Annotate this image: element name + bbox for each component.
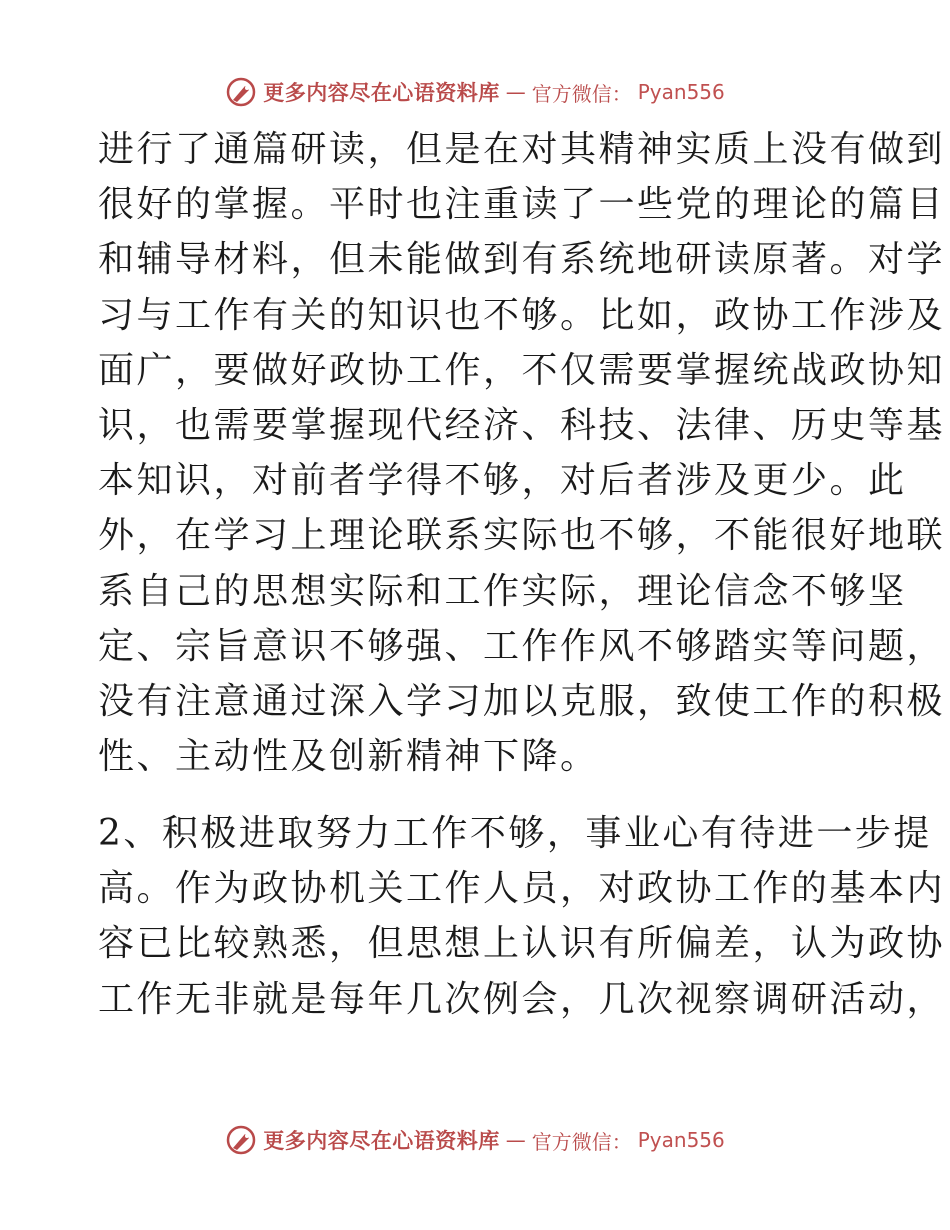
body-line: 和辅导材料，但未能做到有系统地研读原著。对学 xyxy=(98,239,946,280)
body-line: 系自己的思想实际和工作实际，理论信念不够坚 xyxy=(98,571,907,612)
watermark-separator: — xyxy=(505,80,526,104)
watermark-text: 更多内容尽在心语资料库 xyxy=(263,1128,500,1153)
body-line: 很好的掌握。平时也注重读了一些党的理论的篇目 xyxy=(98,184,946,225)
body-line: 习与工作有关的知识也不够。比如，政协工作涉及 xyxy=(98,295,946,336)
footer-watermark xyxy=(0,1120,950,1160)
body-line: 进行了通篇研读，但是在对其精神实质上没有做到 xyxy=(98,129,946,170)
header-watermark xyxy=(0,72,950,112)
body-line: 本知识，对前者学得不够，对后者涉及更少。此 xyxy=(98,460,907,501)
watermark-wechat-id: Pyan556 xyxy=(637,1128,725,1152)
watermark-label: 官方微信： xyxy=(531,81,632,106)
body-line: 没有注意通过深入学习加以克服，致使工作的积极 xyxy=(98,681,946,722)
body-line: 2、积极进取努力工作不够，事业心有待进一步提 xyxy=(98,813,932,854)
fountain-pen-logo-icon xyxy=(225,76,257,108)
body-line: 容已比较熟悉，但思想上认识有所偏差，认为政协 xyxy=(98,923,946,964)
watermark-text: 更多内容尽在心语资料库 xyxy=(263,80,500,105)
watermark-separator: — xyxy=(505,1128,526,1152)
body-line: 高。作为政协机关工作人员，对政协工作的基本内 xyxy=(98,868,946,909)
watermark-label: 官方微信： xyxy=(531,1129,632,1154)
body-line: 识，也需要掌握现代经济、科技、法律、历史等基 xyxy=(98,405,946,446)
watermark-wechat-id: Pyan556 xyxy=(637,80,725,104)
fountain-pen-logo-icon xyxy=(225,1124,257,1156)
body-line: 性、主动性及创新精神下降。 xyxy=(98,736,599,777)
body-line: 工作无非就是每年几次例会，几次视察调研活动， xyxy=(98,979,946,1020)
body-line: 定、宗旨意识不够强、工作作风不够踏实等问题， xyxy=(98,626,946,667)
body-line: 面广，要做好政协工作，不仅需要掌握统战政协知 xyxy=(98,350,946,391)
body-line: 外，在学习上理论联系实际也不够，不能很好地联 xyxy=(98,515,946,556)
